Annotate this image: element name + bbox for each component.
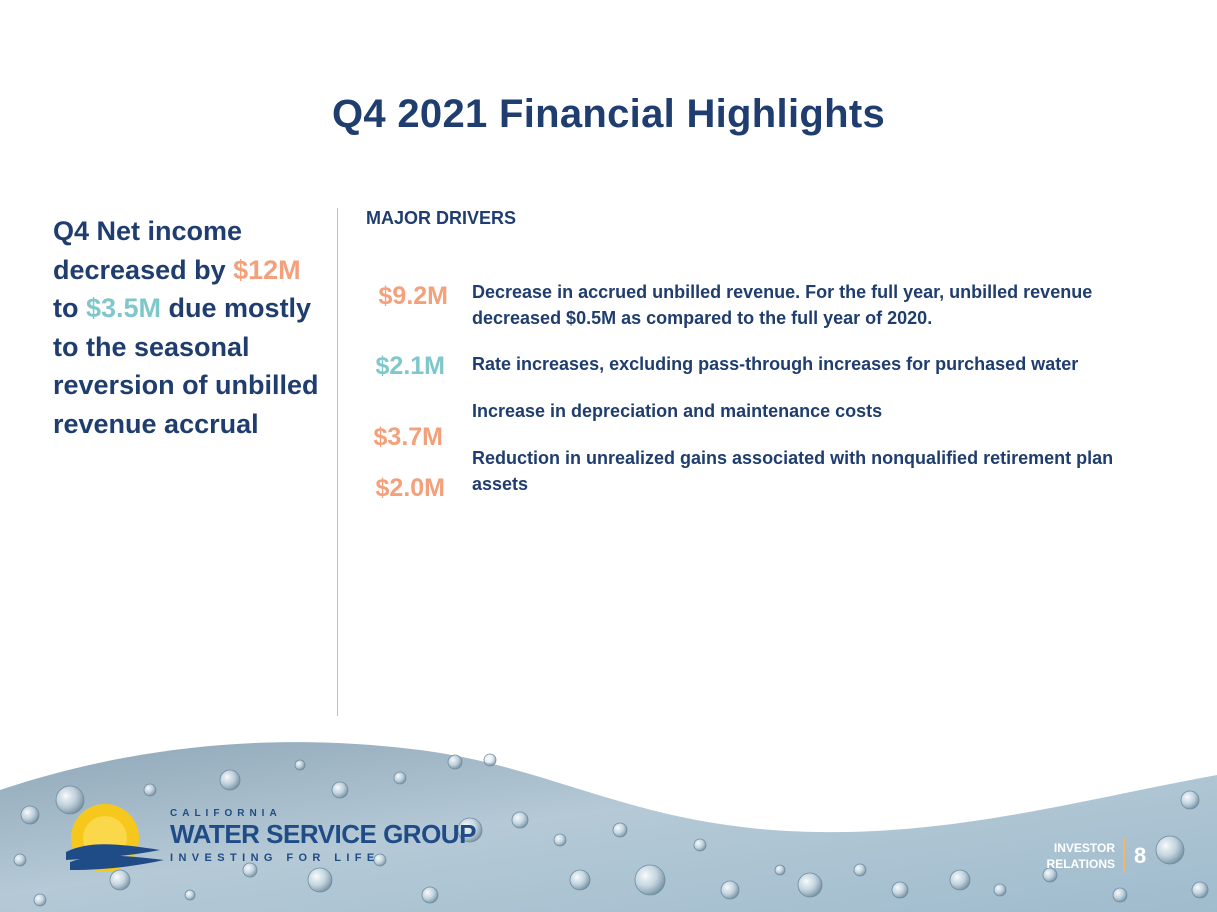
summary-text-start: Q4 Net income decreased by	[53, 216, 243, 285]
driver-amount: $2.1M	[375, 352, 445, 380]
major-drivers-heading: MAJOR DRIVERS	[366, 208, 517, 228]
investor-relations-label	[1030, 840, 1115, 872]
slide-title: Q4 2021 Financial Highlights	[332, 92, 885, 136]
logo-tagline: INVESTING FOR LIFE	[170, 852, 380, 864]
page-number: 8	[1134, 843, 1147, 868]
driver-description: Rate increases, excluding pass-through increases for purchased water	[472, 354, 1079, 374]
relations-line: RELATIONS	[1046, 857, 1115, 871]
logo-company-name: WATER SERVICE GROUP	[170, 819, 476, 849]
summary-to-word: to	[53, 293, 86, 324]
summary-text-end: due mostly to the seasonal reversion of unbilled revenue accrual	[53, 293, 319, 439]
sun-wave-logo-icon	[60, 800, 170, 875]
summary-from-value: $12M	[233, 254, 301, 285]
summary-to-value: $3.5M	[86, 293, 162, 324]
vertical-divider	[337, 208, 338, 716]
driver-amount: $9.2M	[378, 282, 448, 310]
driver-description: Decrease in accrued unbilled revenue. For the full year, unbilled revenue decreased $0.5M as compared to the full year of 2020.	[472, 282, 1093, 328]
net-income-summary	[53, 212, 323, 444]
driver-description: Increase in depreciation and maintenance costs	[472, 401, 883, 421]
driver-amount: $3.7M	[373, 423, 443, 451]
footer-separator	[1123, 838, 1125, 872]
driver-amount: $2.0M	[375, 474, 445, 502]
investor-line: INVESTOR	[1053, 841, 1115, 855]
logo-california-text: CALIFORNIA	[170, 808, 282, 819]
driver-description: Reduction in unrealized gains associated with nonqualified retirement plan assets	[472, 448, 1114, 494]
